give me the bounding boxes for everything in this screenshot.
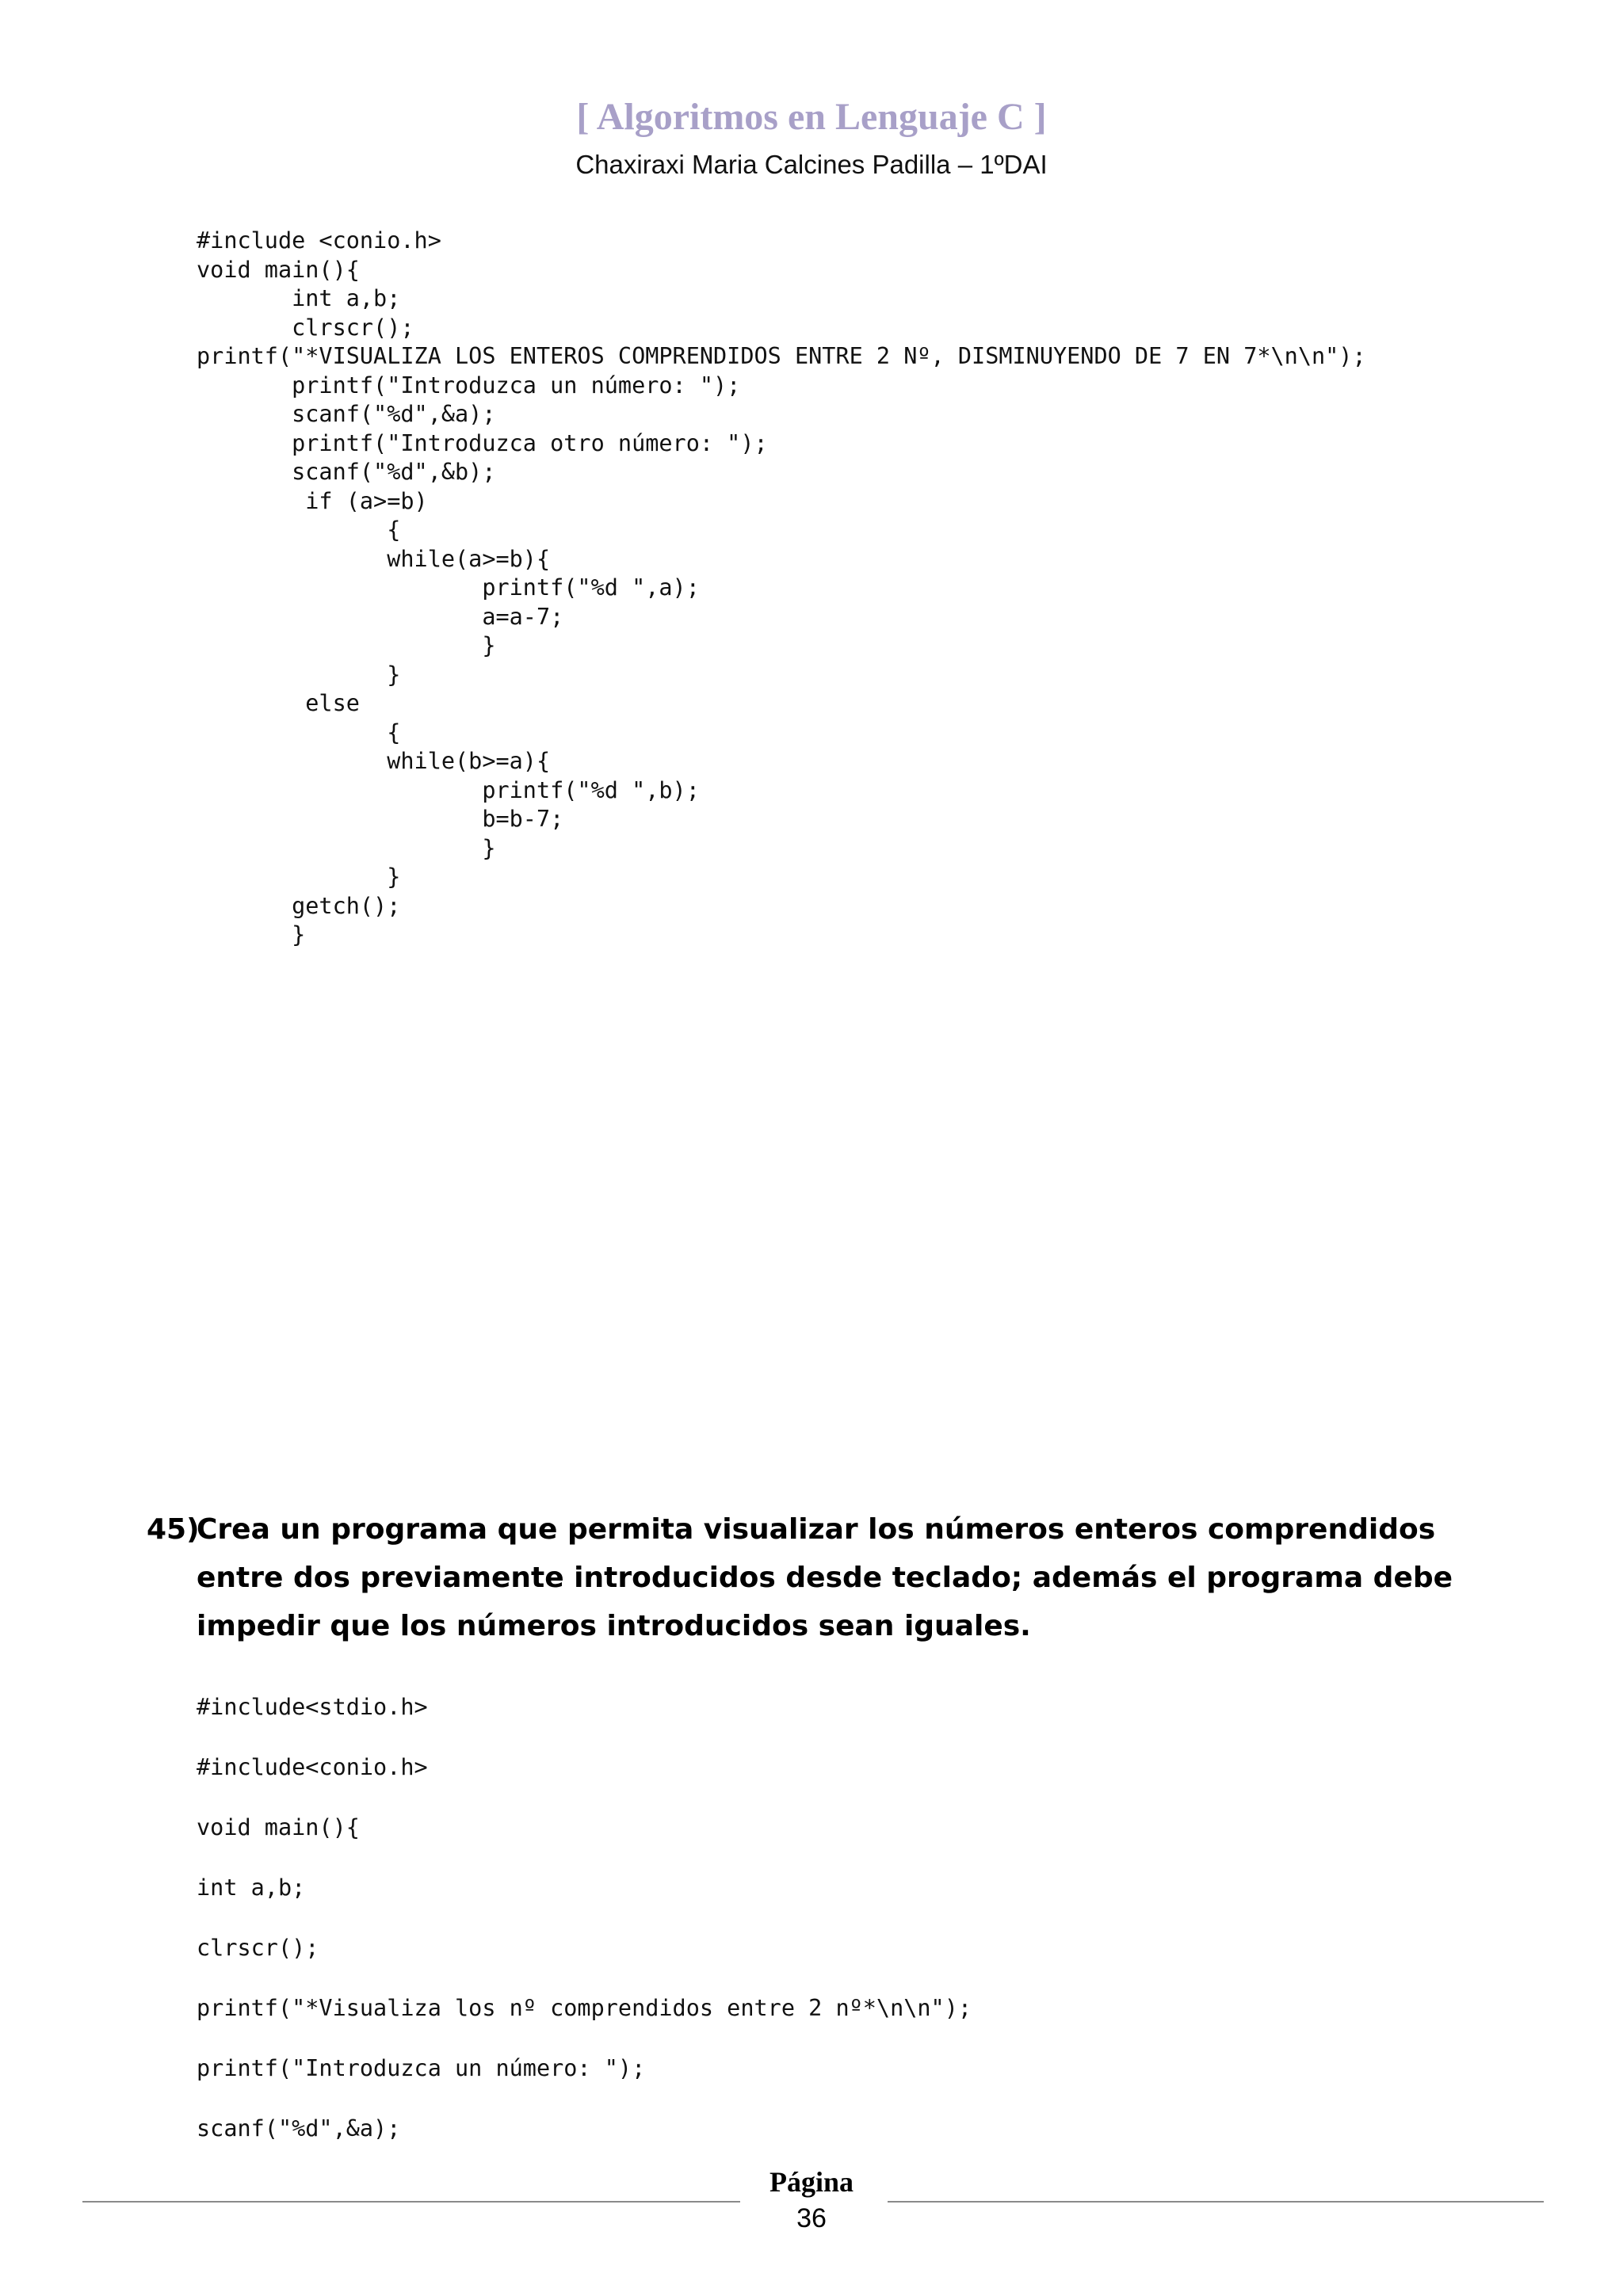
code-line: a=a-7; [197,603,564,630]
document-author: Chaxiraxi Maria Calcines Padilla – 1ºDAI [575,150,1048,179]
code-line: int a,b; [197,285,401,311]
code-line: } [197,864,401,890]
code-line: printf("%d ",b); [197,776,700,803]
code-line: b=b-7; [197,806,564,832]
exercise-number: 45) [147,1513,200,1546]
code-line: printf("Introduzca un número: "); [197,372,741,399]
code-line: #include <conio.h> [197,227,441,254]
code-line: } [197,921,306,948]
code-line: { [197,517,401,543]
code-line: printf("*VISUALIZA LOS ENTEROS COMPRENDIDOS ENTRE 2 Nº, DISMINUYENDO DE 7 EN 7*\n\n"); [197,343,1366,369]
code-line: scanf("%d",&a); [197,401,496,427]
exercise-45 [147,1505,1478,1650]
code-line: clrscr(); [197,314,414,341]
page-number: 36 [796,2203,827,2233]
code-line: printf("*Visualiza los nº comprendidos entre 2 nº*\n\n"); [197,1995,972,2021]
code-line: void main(){ [197,1814,360,1840]
code-line: clrscr(); [197,1935,319,1961]
code-line: else [197,690,360,716]
code-line: #include<conio.h> [197,1754,428,1780]
code-line: getch(); [197,892,401,919]
code-line: } [197,661,401,688]
exercise-statement: Crea un programa que permita visualizar los números enteros comprendidos entre dos previamente introducidos desde teclado; además el programa debe impedir que los números introducidos sean iguales. [197,1513,1453,1642]
code-line: int a,b; [197,1875,306,1901]
code-line: while(a>=b){ [197,545,551,572]
page-label: Página [769,2166,854,2198]
code-line: printf("Introduzca otro número: "); [197,429,768,456]
document-title: [ Algoritmos en Lenguaje C ] [576,96,1047,138]
code-line: } [197,632,496,658]
code-line: #include<stdio.h> [197,1694,428,1720]
code-line: { [197,719,401,746]
code-block-1 [197,227,1366,950]
code-line: scanf("%d",&a); [197,2115,401,2142]
code-line: scanf("%d",&b); [197,459,496,485]
code-line: } [197,834,496,861]
code-line: printf("Introduzca un número: "); [197,2055,646,2081]
code-line: printf("%d ",a); [197,574,700,601]
code-line: while(b>=a){ [197,748,551,774]
code-block-2 [197,1677,972,2159]
code-line: void main(){ [197,256,360,283]
code-line: if (a>=b) [197,487,428,514]
